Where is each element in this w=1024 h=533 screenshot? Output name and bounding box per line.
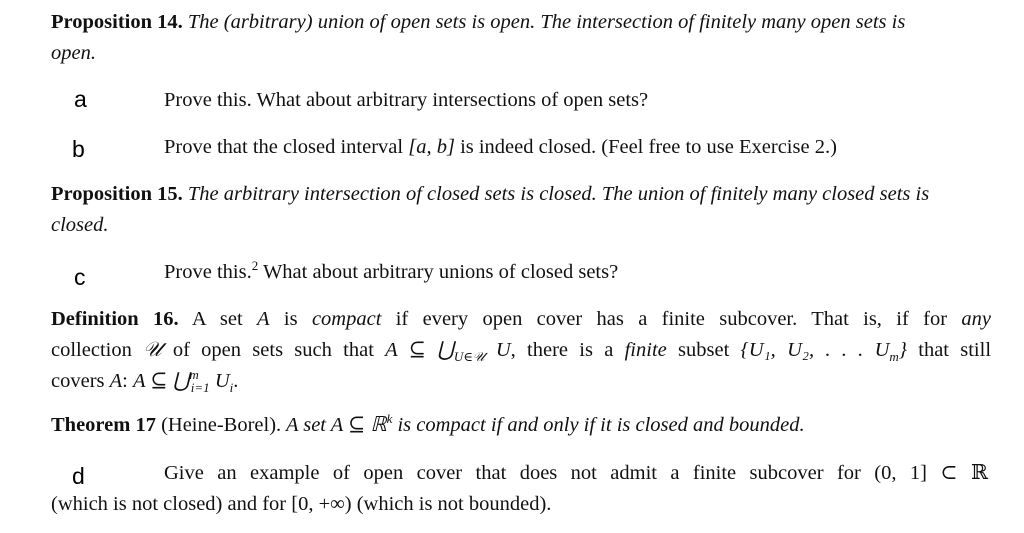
- term-compact: compact: [311, 308, 382, 330]
- exercise-c-text-before: Prove this.: [164, 261, 252, 283]
- exercise-c-text-after: What about arbitrary unions of closed sets?: [258, 261, 619, 283]
- definition-text: covers: [51, 370, 110, 392]
- proposition-15-statement: The arbitrary intersection of closed sets is closed. The union of finitely many closed sets is: [187, 183, 930, 205]
- proposition-14-line1: [51, 7, 991, 38]
- theorem-text: is compact if and only if it is closed and bounded.: [392, 414, 805, 436]
- emphasis-any: any: [961, 308, 991, 330]
- definition-text: collection: [51, 339, 144, 361]
- math-subscript: U∈𝒰: [453, 349, 485, 365]
- definition-text: that still: [906, 339, 992, 361]
- theorem-17: [51, 410, 991, 441]
- math-symbol: 𝒰: [143, 339, 162, 361]
- math-expression: U: [484, 339, 511, 361]
- exercise-d-line1: Give an example of open cover that does not admit a finite subcover for (0, 1] ⊂ ℝ: [164, 462, 988, 484]
- proposition-15-statement-cont: closed.: [51, 214, 109, 236]
- math-expression: A ⊆ ⋃: [385, 339, 454, 361]
- theorem-17-name: (Heine-Borel).: [155, 414, 282, 436]
- theorem-17-label: Theorem 17: [51, 414, 156, 436]
- math-subscript: i: [229, 380, 234, 396]
- math-subscript: i=1: [190, 380, 210, 396]
- exercise-d-line2: (which is not closed) and for [0, +∞) (which is not bounded).: [51, 493, 552, 515]
- exercise-label-a: a: [74, 86, 87, 112]
- math-expression: }: [898, 339, 907, 361]
- definition-text: A set: [178, 308, 258, 330]
- definition-16-line3: [51, 366, 991, 397]
- math-expression: A ⊆ ⋃: [133, 370, 190, 392]
- definition-text: if every open cover has a finite subcover. That is, if for: [381, 308, 962, 330]
- definition-text: subset: [666, 339, 741, 361]
- proposition-14: [51, 7, 991, 69]
- math-expression: {U₁, U₂, . . . U: [740, 339, 890, 361]
- math-expression: A ⊆ ℝ: [330, 414, 387, 436]
- math-expression: U: [209, 370, 230, 392]
- definition-16-label: Definition 16.: [51, 308, 179, 330]
- footnote-marker: 2: [251, 258, 259, 274]
- exercise-a-text: Prove this. What about arbitrary intersections of open sets?: [164, 89, 649, 111]
- definition-text: :: [122, 370, 133, 392]
- math-superscript: m: [189, 367, 199, 383]
- math-symbol: A: [257, 308, 270, 330]
- math-superscript: k: [386, 411, 393, 427]
- theorem-text: A set: [281, 414, 331, 436]
- exercise-b-interval: [a, b]: [408, 136, 455, 158]
- exercise-b-text: [164, 132, 984, 163]
- math-symbol: A: [109, 370, 123, 392]
- definition-16-line1: [51, 304, 991, 335]
- emphasis-finite: finite: [624, 339, 667, 361]
- exercise-label-c: c: [74, 264, 86, 290]
- exercise-label-b: b: [72, 136, 85, 162]
- exercise-b-text-before: Prove that the closed interval: [164, 136, 409, 158]
- proposition-15-line1: [51, 179, 991, 210]
- definition-text: is: [269, 308, 312, 330]
- exercise-label-d: d: [72, 463, 85, 489]
- exercise-c-text: [164, 257, 984, 288]
- math-subscript: m: [889, 349, 899, 365]
- definition-text: .: [233, 370, 239, 392]
- proposition-15: [51, 179, 991, 241]
- definition-16: [51, 304, 991, 397]
- definition-16-line2: [51, 335, 991, 366]
- definition-text: of open sets such that: [161, 339, 386, 361]
- exercise-b-text-after: is indeed closed. (Feel free to use Exercise 2.): [454, 136, 837, 158]
- proposition-14-label: Proposition 14.: [51, 11, 183, 33]
- proposition-14-statement-cont: open.: [51, 42, 96, 64]
- definition-text: , there is a: [510, 339, 625, 361]
- proposition-14-statement: The (arbitrary) union of open sets is open. The intersection of finitely many open sets is: [187, 11, 906, 33]
- proposition-15-label: Proposition 15.: [51, 183, 183, 205]
